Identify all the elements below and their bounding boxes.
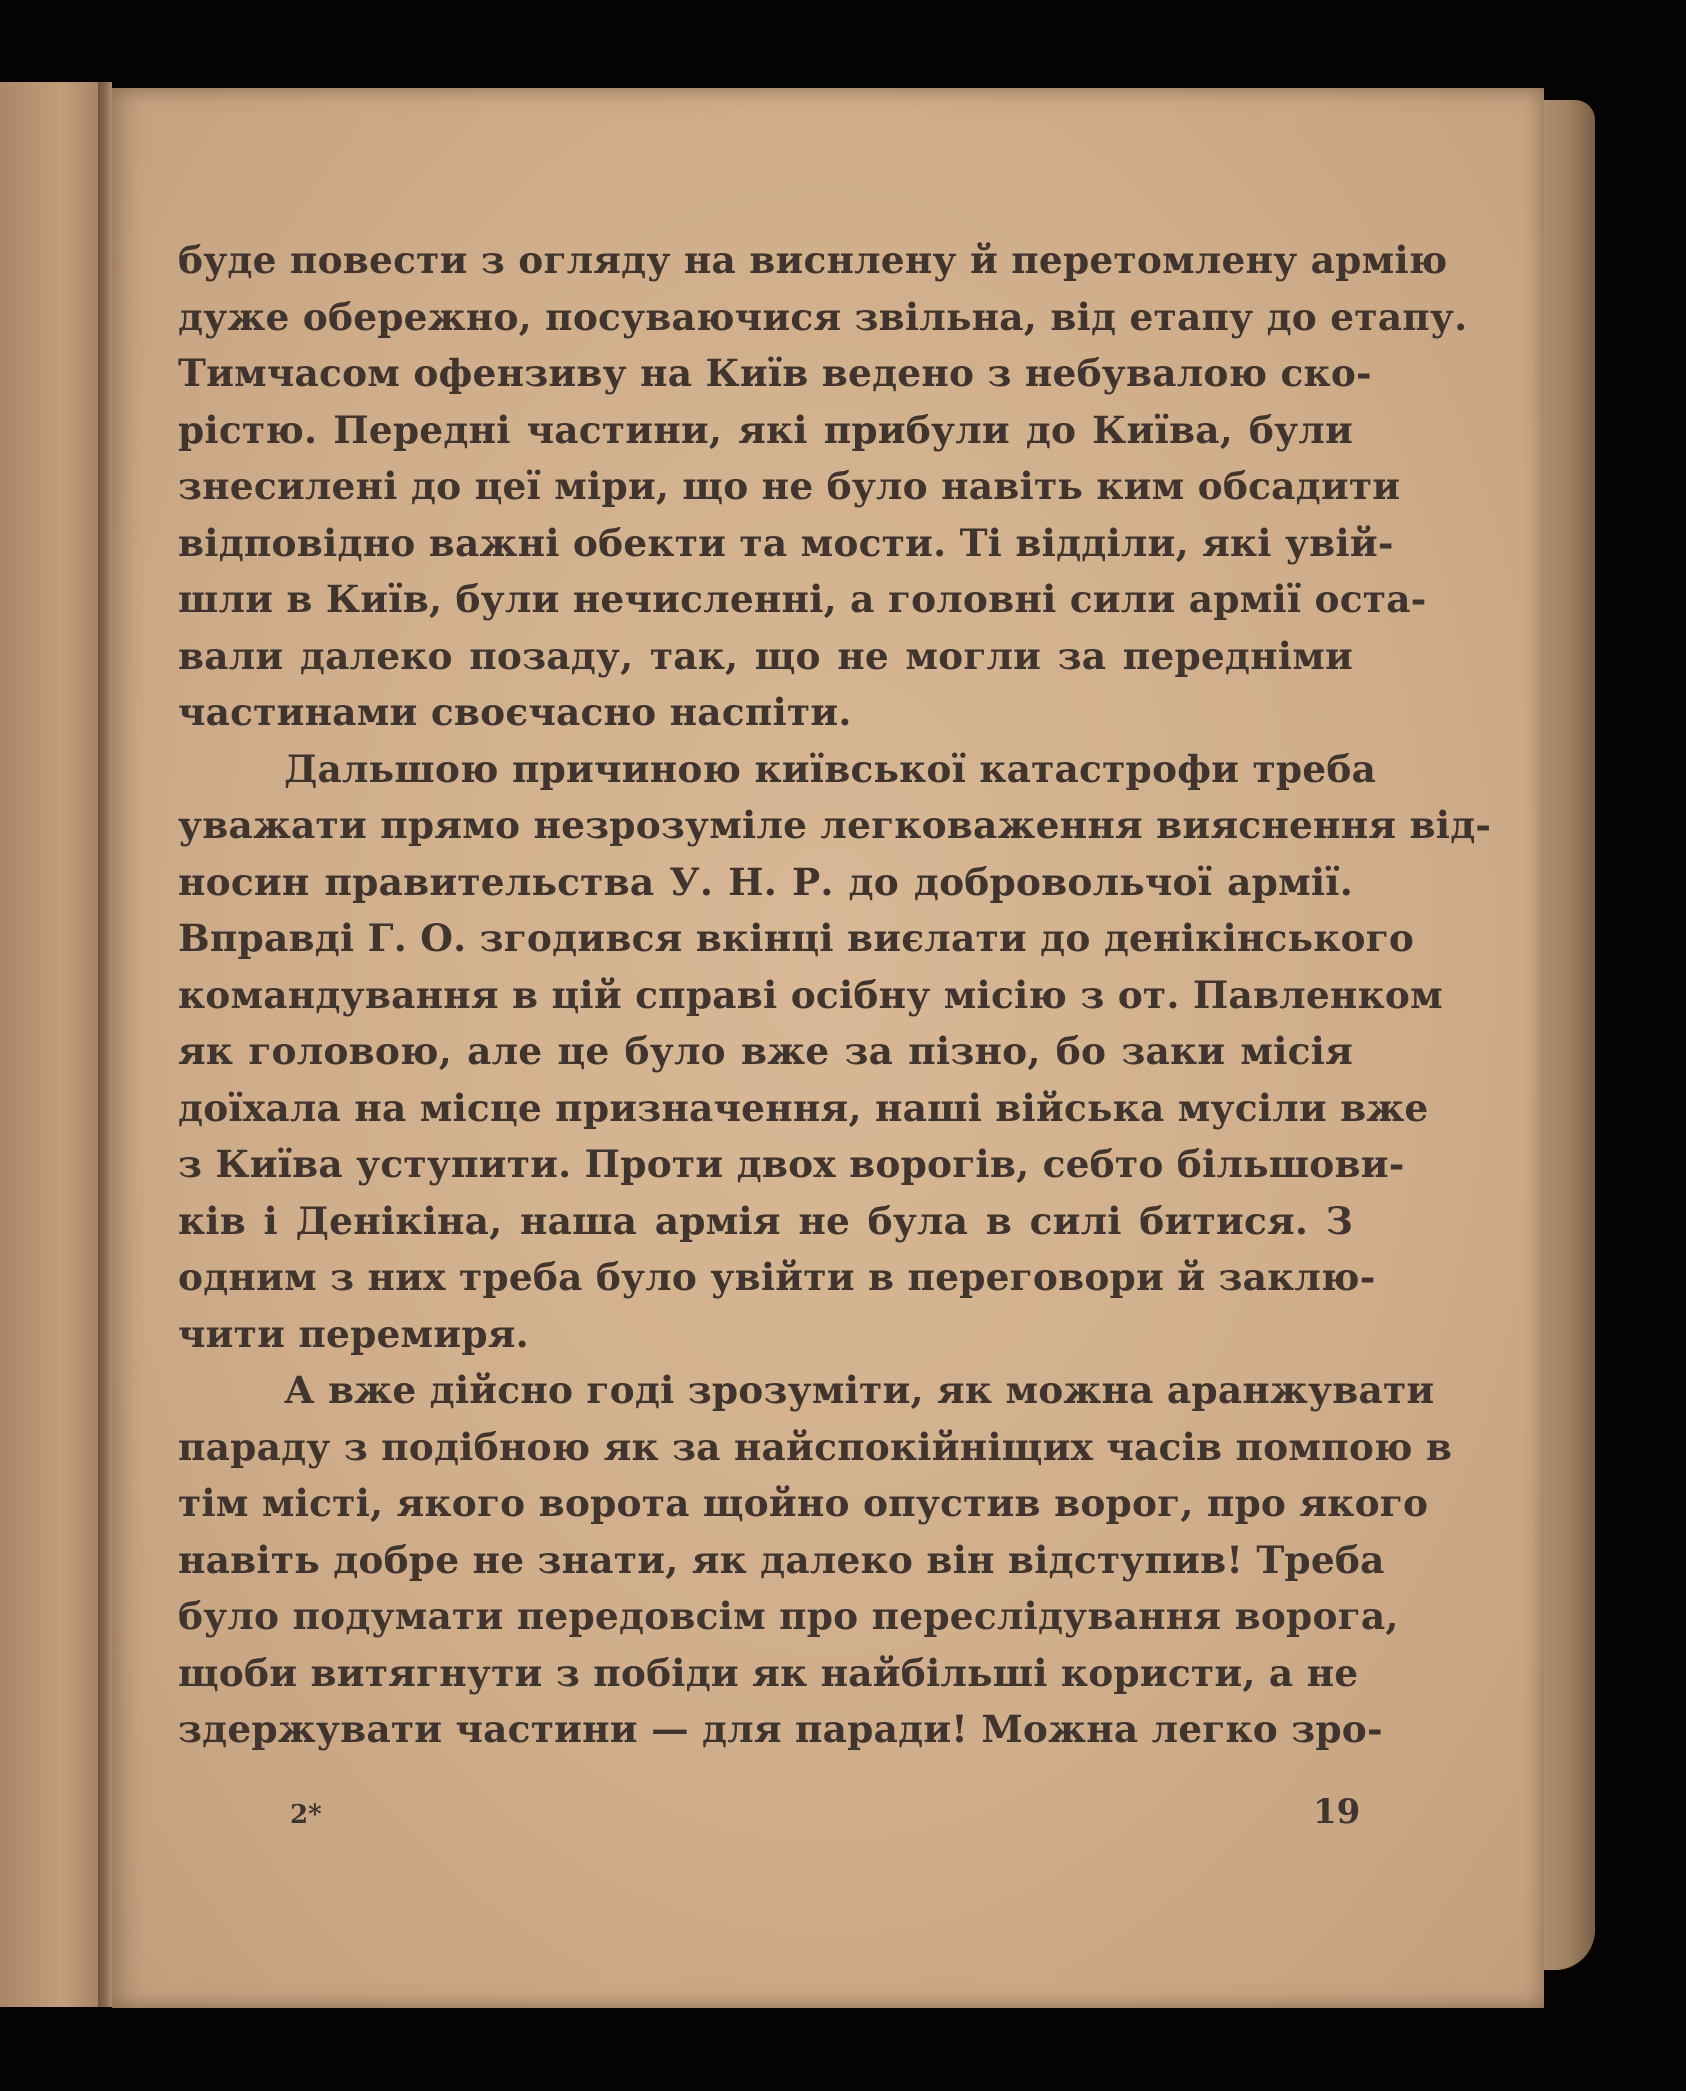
text-line: командування в цій справі осібну місію з от. Павленком (178, 972, 1443, 1017)
text-line: ків і Денікіна, наша армія не була в силі битися. З (178, 1198, 1353, 1243)
text-line: знесилені до цеї міри, що не було навіть ким обсадити (178, 464, 1401, 508)
paragraph-3 (178, 1362, 1453, 1758)
text-line: тім місті, якого ворота щойно опустив ворог, про якого (178, 1481, 1429, 1525)
paragraph-2 (178, 741, 1492, 1363)
text-line: вали далеко позаду, так, що не могли за передніми (178, 633, 1353, 678)
text-line: рістю. Передні частини, які прибули до Київа, були (178, 407, 1353, 452)
text-line: Дальшою причиною київської катастрофи треба (284, 746, 1377, 791)
text-line: чити перемиря. (178, 1311, 529, 1356)
text-line: носин правительства У. Н. Р. до добровольчої армії. (178, 859, 1353, 904)
text-line: дуже обережно, посуваючися звільна, від етапу до етапу. (178, 294, 1468, 339)
text-line: як головою, але це було вже за пізно, бо заки місія (178, 1029, 1353, 1073)
text-line: з Київа уступити. Проти двох ворогів, себто більшови- (178, 1142, 1405, 1186)
text-line: здержувати частини — для паради! Можна легко зро- (178, 1707, 1383, 1751)
page-text (178, 232, 1492, 1758)
text-line: шли в Київ, були нечисленні, а головні сили армії оста- (178, 577, 1427, 621)
printer-signature-mark: 2* (290, 1800, 322, 1830)
previous-page-edge (0, 82, 112, 2007)
text-line: навіть добре не знати, як далеко він відступив! Треба (178, 1537, 1385, 1582)
text-line: частинами своєчасно наспіти. (178, 690, 852, 734)
text-line: Вправді Г. О. згодився вкінці виєлати до денікінського (178, 916, 1415, 960)
text-line: щоби витягнути з побіди як найбільші користи, а не (178, 1650, 1359, 1695)
text-line: доїхала на місце призначення, наші війська мусіли вже (178, 1085, 1429, 1130)
text-line: буде повести з огляду на виснлену й перетомлену армію (178, 238, 1448, 282)
text-line: відповідно важні обекти та мости. Ті відділи, які увій- (178, 520, 1394, 565)
text-line: параду з подібною як за найспокійніщих часів помпою в (178, 1424, 1453, 1469)
text-line: А вже дійсно годі зрозуміти, як можна аранжувати (284, 1368, 1435, 1412)
text-line: було подумати передовсім про переслідування ворога, (178, 1594, 1399, 1638)
page-number: 19 (1313, 1792, 1361, 1832)
paragraph-1 (178, 232, 1468, 741)
text-line: одним з них треба було увійти в переговори й заклю- (178, 1255, 1376, 1299)
book-gutter (98, 82, 112, 2007)
text-line: Тимчасом офензиву на Київ ведено з небувалою ско- (178, 351, 1372, 395)
text-line: уважати прямо незрозуміле легковаження вияснення від- (178, 803, 1492, 847)
